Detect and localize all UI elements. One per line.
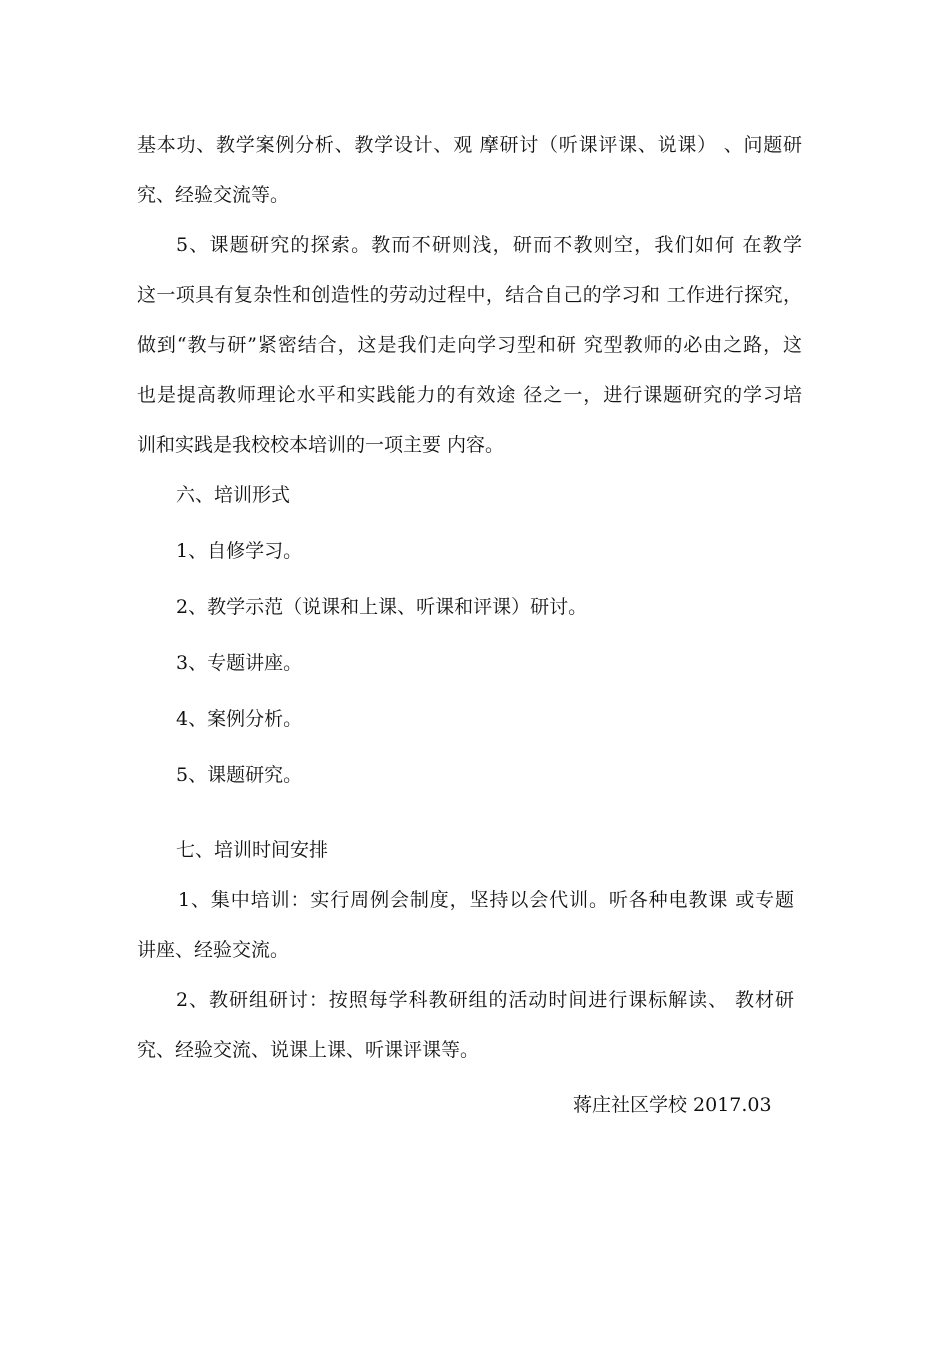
list-item-4: 4、案例分析。	[176, 708, 303, 730]
section-heading-6: 六、培训形式	[176, 484, 291, 506]
paragraph-5-line-2: 这一项具有复杂性和创造性的劳动过程中，结合自己的学习和 工作进行探究，	[137, 284, 802, 306]
paragraph-4-line-1: 基本功、教学案例分析、教学设计、观 摩研讨（听课评课、说课） 、问题研	[137, 134, 802, 156]
paragraph-5-line-5: 训和实践是我校校本培训的一项主要 内容。	[137, 434, 505, 456]
signature-school-date: 蒋庄社区学校 2017.03	[573, 1094, 772, 1116]
schedule-item-2-line-1: 2、教研组研讨：按照每学科教研组的活动时间进行课标解读、 教材研	[176, 989, 794, 1011]
list-item-1: 1、自修学习。	[176, 540, 303, 562]
schedule-item-1-line-1: 1、集中培训：实行周例会制度，坚持以会代训。听各种电教课 或专题	[178, 889, 794, 911]
paragraph-4-line-2: 究、经验交流等。	[137, 184, 290, 206]
schedule-item-2-line-2: 究、经验交流、说课上课、听课评课等。	[137, 1039, 480, 1061]
paragraph-5-line-3: 做到“教与研”紧密结合，这是我们走向学习型和研 究型教师的必由之路，这	[137, 334, 802, 356]
list-item-5: 5、课题研究。	[176, 764, 303, 786]
schedule-item-1-line-2: 讲座、经验交流。	[137, 939, 290, 961]
paragraph-5-line-1: 5、课题研究的探索。教而不研则浅，研而不教则空，我们如何 在教学	[176, 234, 802, 256]
list-item-2: 2、教学示范（说课和上课、听课和评课）研讨。	[176, 596, 588, 618]
section-heading-7: 七、培训时间安排	[176, 839, 329, 861]
paragraph-5-line-4: 也是提高教师理论水平和实践能力的有效途 径之一，进行课题研究的学习培	[137, 384, 802, 406]
list-item-3: 3、专题讲座。	[176, 652, 303, 674]
